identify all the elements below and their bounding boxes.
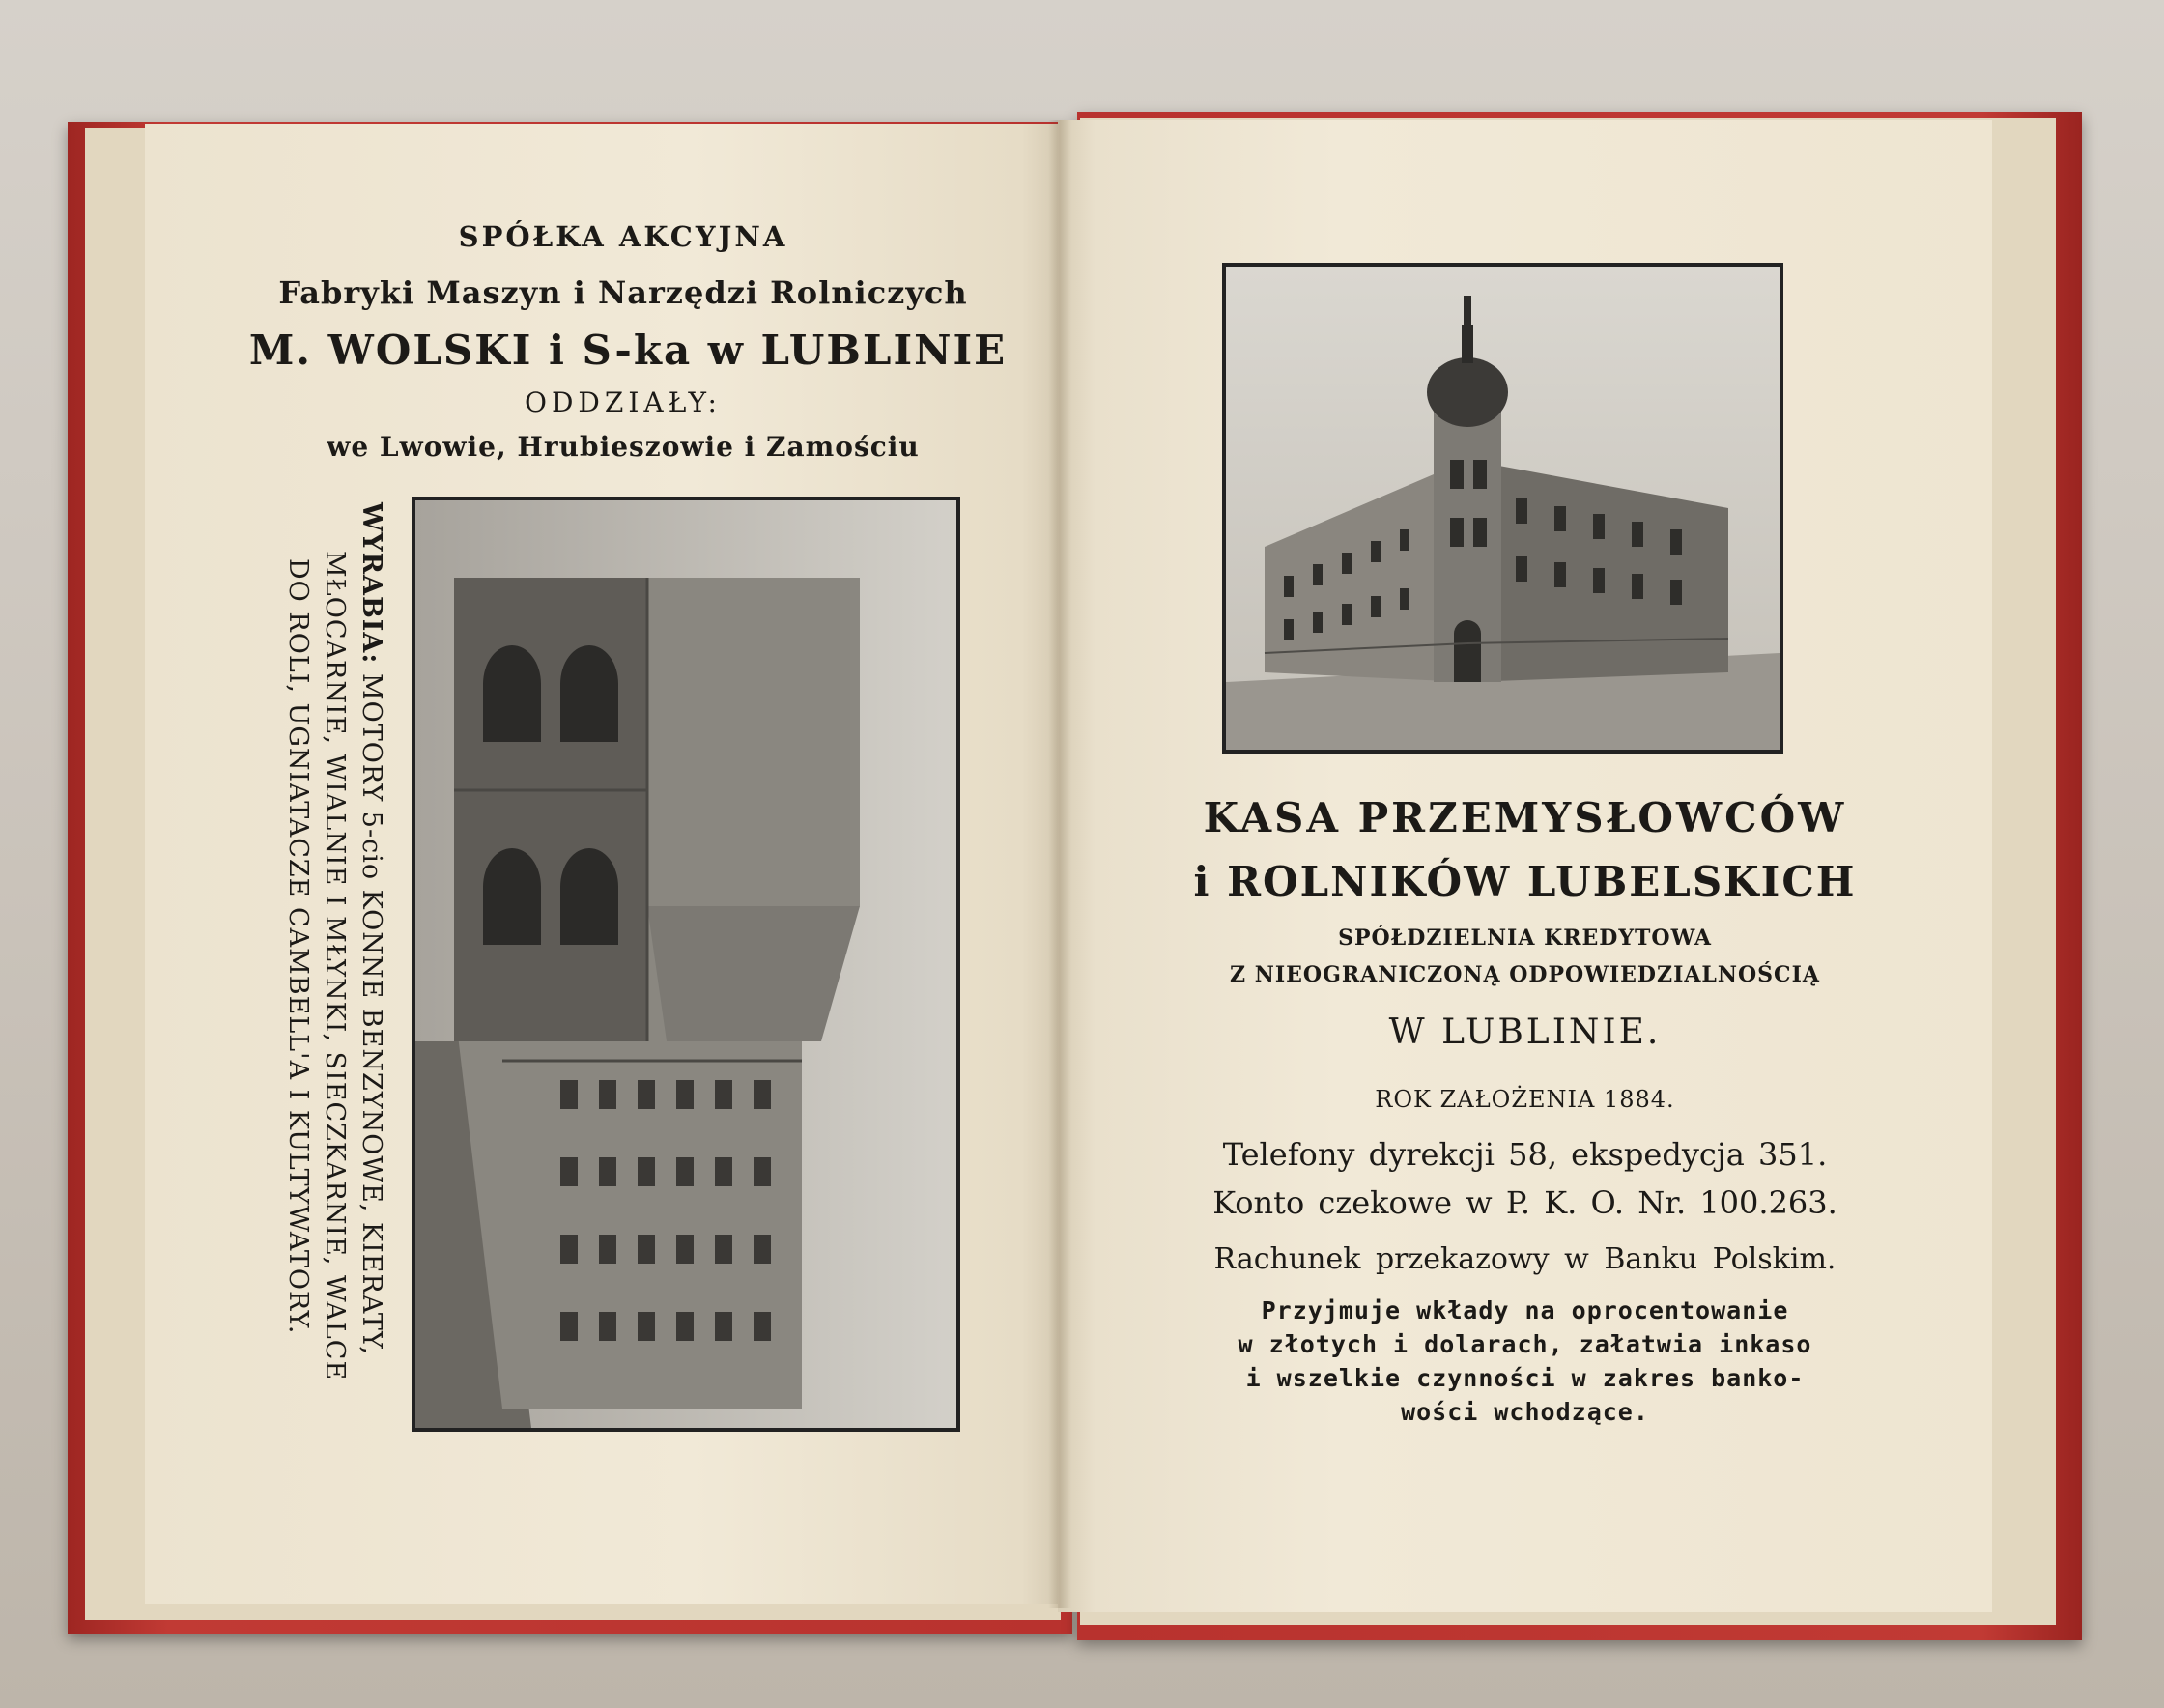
bank-title-line-1: KASA PRZEMYSŁOWCÓW	[1203, 794, 1847, 841]
bank-subtitle-line-2: Z NIEOGRANICZONĄ ODPOWIEDZIALNOŚCIĄ	[1230, 962, 1820, 987]
bank-founded: ROK ZAŁOŻENIA 1884.	[1375, 1086, 1675, 1113]
bank-subtitle-line-1: SPÓŁDZIELNIA KREDYTOWA	[1338, 925, 1712, 951]
bank-building-image	[1226, 267, 1780, 750]
factory-building-image	[415, 500, 956, 1428]
company-type-heading: SPÓŁKA AKCYJNA	[458, 220, 788, 253]
bank-city: W LUBLINIE.	[1388, 1012, 1662, 1052]
branches-list: we Lwowie, Hrubieszowie i Zamościu	[327, 431, 920, 463]
bank-services-line-3: i wszelkie czynności w zakres banko-	[1245, 1364, 1805, 1392]
bank-services-line-2: w złotych i dolarach, załatwia inkaso	[1238, 1330, 1812, 1358]
bank-building-photo	[1222, 263, 1783, 754]
bank-services-line-1: Przyjmuje wkłady na oprocentowanie	[1261, 1296, 1789, 1324]
bank-account: Konto czekowe w P. K. O. Nr. 100.263.	[1212, 1184, 1837, 1221]
bank-title-line-2: i ROLNIKÓW LUBELSKICH	[1193, 858, 1857, 905]
bank-services-line-4: wości wchodzące.	[1401, 1398, 1649, 1426]
products-line-1-text: MOTORY 5-cio KONNE BENZYNOWE, KIERATY,	[356, 672, 386, 1355]
factory-photo	[412, 497, 960, 1432]
products-line-3: DO ROLI, UGNIATACZE CAMBELL'A I KULTYWATORY.	[283, 558, 313, 1335]
products-label: WYRABIA:	[356, 502, 386, 665]
branches-label: ODDZIAŁY:	[525, 386, 722, 418]
products-line-2: MŁOCARNIE, WIALNIE I MŁYNKI, SIECZKARNIE, WALCE	[320, 551, 350, 1381]
factory-heading: Fabryki Maszyn i Narzędzi Rolniczych	[278, 274, 968, 311]
bank-transfer: Rachunek przekazowy w Banku Polskim.	[1213, 1242, 1837, 1276]
company-name-heading: M. WOLSKI i S-ka w LUBLINIE	[248, 327, 1008, 374]
products-line-1	[356, 502, 386, 1355]
bank-phones: Telefony dyrekcji 58, ekspedycja 351.	[1222, 1136, 1828, 1173]
